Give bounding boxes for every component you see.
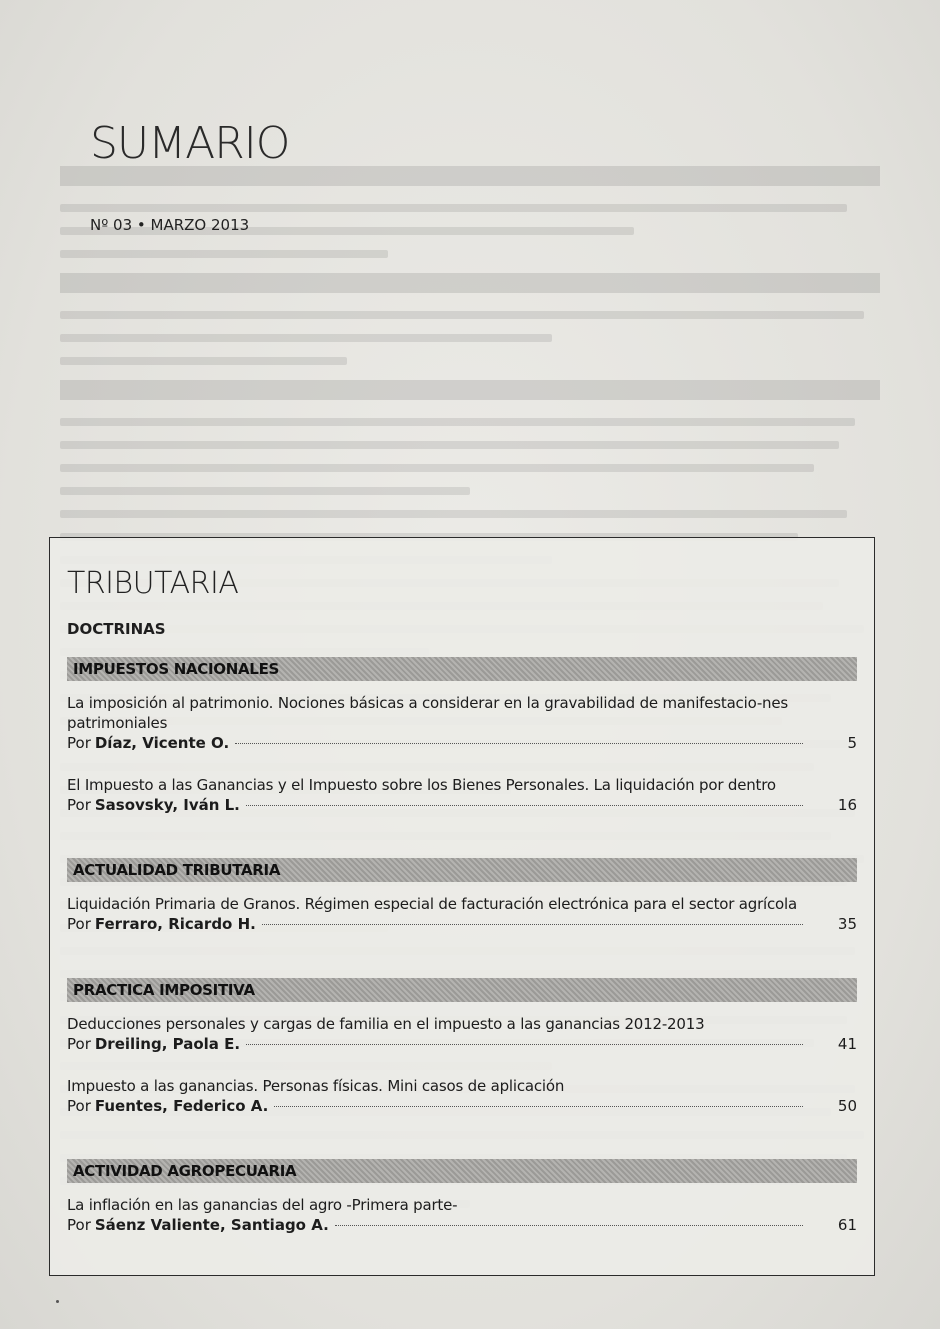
author-name: Dreiling, Paola E. [94,1035,241,1053]
author-name: Fuentes, Federico A. [94,1097,269,1115]
page-number: 61 [837,1216,857,1234]
por-label: Por [67,1035,91,1053]
por-label: Por [67,734,91,752]
tributaria-box [49,537,875,1276]
paper-speck [56,1300,59,1303]
por-label: Por [67,1216,91,1234]
entry-author-line [67,914,857,934]
entry-title: La imposición al patrimonio. Nociones básicas a considerar en la gravabilidad de manifestacio-nes patrimoniales [67,694,788,732]
dot-leader [335,1225,803,1226]
dot-leader [246,1044,803,1045]
author-name: Díaz, Vicente O. [94,734,230,752]
por-label: Por [67,915,91,933]
page-number: 41 [837,1035,857,1053]
page-number: 35 [837,915,857,933]
page-number: 5 [847,734,857,752]
por-label: Por [67,1097,91,1115]
toc-entry[interactable] [67,894,857,934]
entry-author-line [67,795,857,815]
section-practica-impositiva [67,978,857,1116]
section-heading: ACTUALIDAD TRIBUTARIA [67,858,857,882]
section-impuestos-nacionales [67,657,857,815]
toc-entry[interactable] [67,1014,857,1054]
entry-title: Impuesto a las ganancias. Personas físicas. Mini casos de aplicación [67,1077,565,1095]
dot-leader [274,1106,803,1107]
issue-info: Nº 03 • MARZO 2013 [90,216,250,234]
page-number: 50 [837,1097,857,1115]
section-actualidad-tributaria [67,858,857,934]
section-heading: PRACTICA IMPOSITIVA [67,978,857,1002]
section-actividad-agropecuaria [67,1159,857,1235]
subsection-title: DOCTRINAS [67,620,166,638]
section-heading: IMPUESTOS NACIONALES [67,657,857,681]
section-heading: ACTIVIDAD AGROPECUARIA [67,1159,857,1183]
entry-title: El Impuesto a las Ganancias y el Impuesto sobre los Bienes Personales. La liquidación por dentro [67,776,776,794]
page-title: SUMARIO [90,118,290,169]
author-name: Sasovsky, Iván L. [94,796,240,814]
dot-leader [262,924,803,925]
entry-author-line [67,733,857,753]
toc-entry[interactable] [67,775,857,815]
page-number: 16 [837,796,857,814]
entry-author-line [67,1096,857,1116]
dot-leader [235,743,803,744]
toc-entry[interactable] [67,693,857,753]
entry-title: Deducciones personales y cargas de familia en el impuesto a las ganancias 2012-2013 [67,1015,705,1033]
entry-title: Liquidación Primaria de Granos. Régimen especial de facturación electrónica para el sector agrícola [67,895,797,913]
entry-author-line [67,1034,857,1054]
por-label: Por [67,796,91,814]
entry-title: La inflación en las ganancias del agro -Primera parte- [67,1196,458,1214]
author-name: Ferraro, Ricardo H. [94,915,256,933]
toc-entry[interactable] [67,1076,857,1116]
author-name: Sáenz Valiente, Santiago A. [94,1216,329,1234]
section-title: TRIBUTARIA [67,566,239,601]
entry-author-line [67,1215,857,1235]
dot-leader [246,805,803,806]
toc-entry[interactable] [67,1195,857,1235]
